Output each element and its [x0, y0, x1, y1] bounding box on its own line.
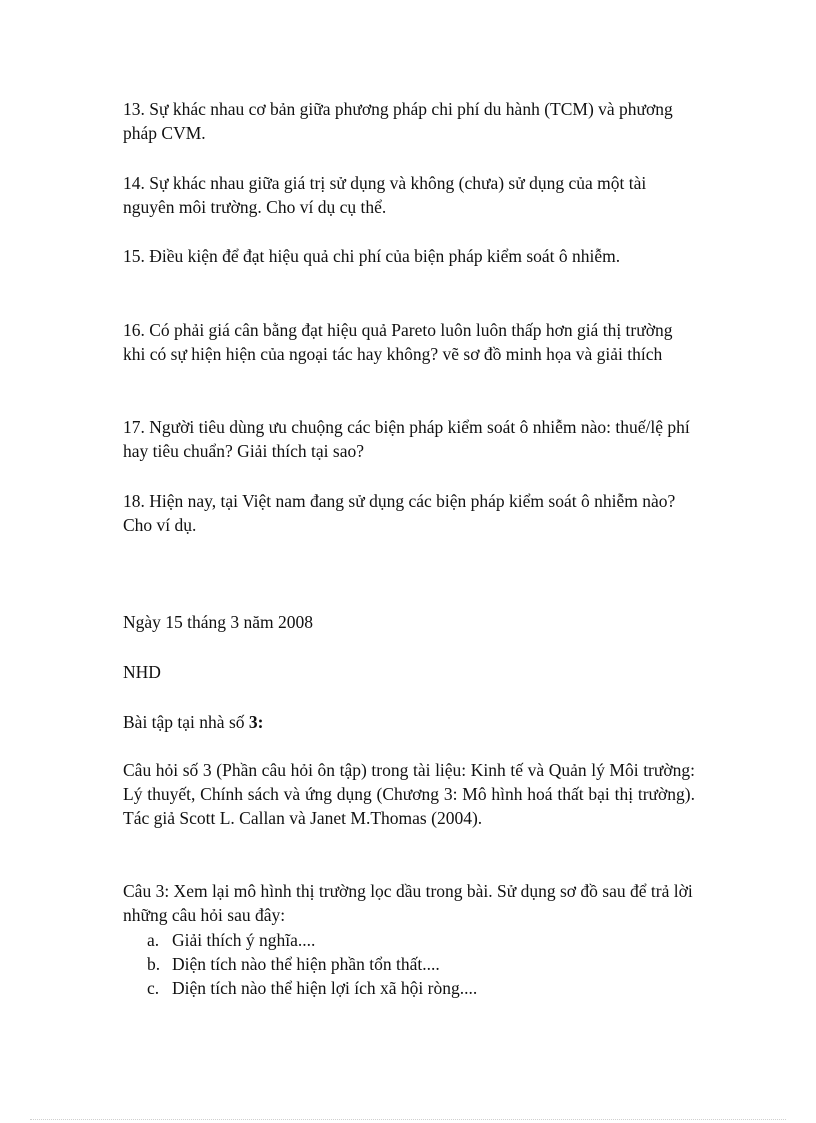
- date-line: Ngày 15 tháng 3 năm 2008: [123, 612, 314, 632]
- list-marker: c.: [147, 978, 160, 998]
- page-bottom-divider: [30, 1119, 786, 1120]
- list-item: [147, 928, 687, 952]
- list-item-text: Diện tích nào thể hiện phần tổn thất....: [172, 954, 440, 974]
- homework-number: 3:: [248, 712, 264, 732]
- question-3-list: [147, 928, 687, 1000]
- question-18: 18. Hiện nay, tại Việt nam đang sử dụng các biện pháp kiểm soát ô nhiễm nào? Cho ví dụ.: [123, 491, 676, 535]
- question-17: 17. Người tiêu dùng ưu chuộng các biện pháp kiểm soát ô nhiễm nào: thuế/lệ phí hay tiêu chuẩn? Giải thích tại sao?: [123, 417, 690, 461]
- list-item: [147, 952, 687, 976]
- question-15: 15. Điều kiện để đạt hiệu quả chi phí của biện pháp kiểm soát ô nhiễm.: [123, 246, 621, 266]
- list-item-text: Giải thích ý nghĩa....: [172, 930, 316, 950]
- homework-label: Bài tập tại nhà số: [123, 712, 249, 732]
- question-14: 14. Sự khác nhau giữa giá trị sử dụng và không (chưa) sử dụng của một tài nguyên môi trường. Cho ví dụ cụ thể.: [123, 173, 647, 217]
- question-13: 13. Sự khác nhau cơ bản giữa phương pháp chi phí du hành (TCM) và phương pháp CVM.: [123, 99, 673, 143]
- reference-paragraph: Câu hỏi số 3 (Phần câu hỏi ôn tập) trong tài liệu: Kinh tế và Quản lý Môi trường: Lý thuyết, Chính sách và ứng dụng (Chương 3: Mô hình hoá thất bại thị trường). Tác giả Scott L. Callan và Janet M.Thomas (2004).: [123, 760, 695, 828]
- list-item: [147, 976, 687, 1000]
- list-marker: b.: [147, 954, 161, 974]
- list-marker: a.: [147, 930, 160, 950]
- question-16: 16. Có phải giá cân bằng đạt hiệu quả Pareto luôn luôn thấp hơn giá thị trường khi có sự hiện hiện của ngoại tác hay không? vẽ sơ đồ minh họa và giải thích: [123, 320, 673, 364]
- list-item-text: Diện tích nào thể hiện lợi ích xã hội ròng....: [172, 978, 478, 998]
- question-3-intro: Câu 3: Xem lại mô hình thị trường lọc dầu trong bài. Sử dụng sơ đồ sau để trả lời những câu hỏi sau đây:: [123, 881, 693, 925]
- author-initials: NHD: [123, 662, 161, 682]
- homework-heading: [123, 710, 695, 734]
